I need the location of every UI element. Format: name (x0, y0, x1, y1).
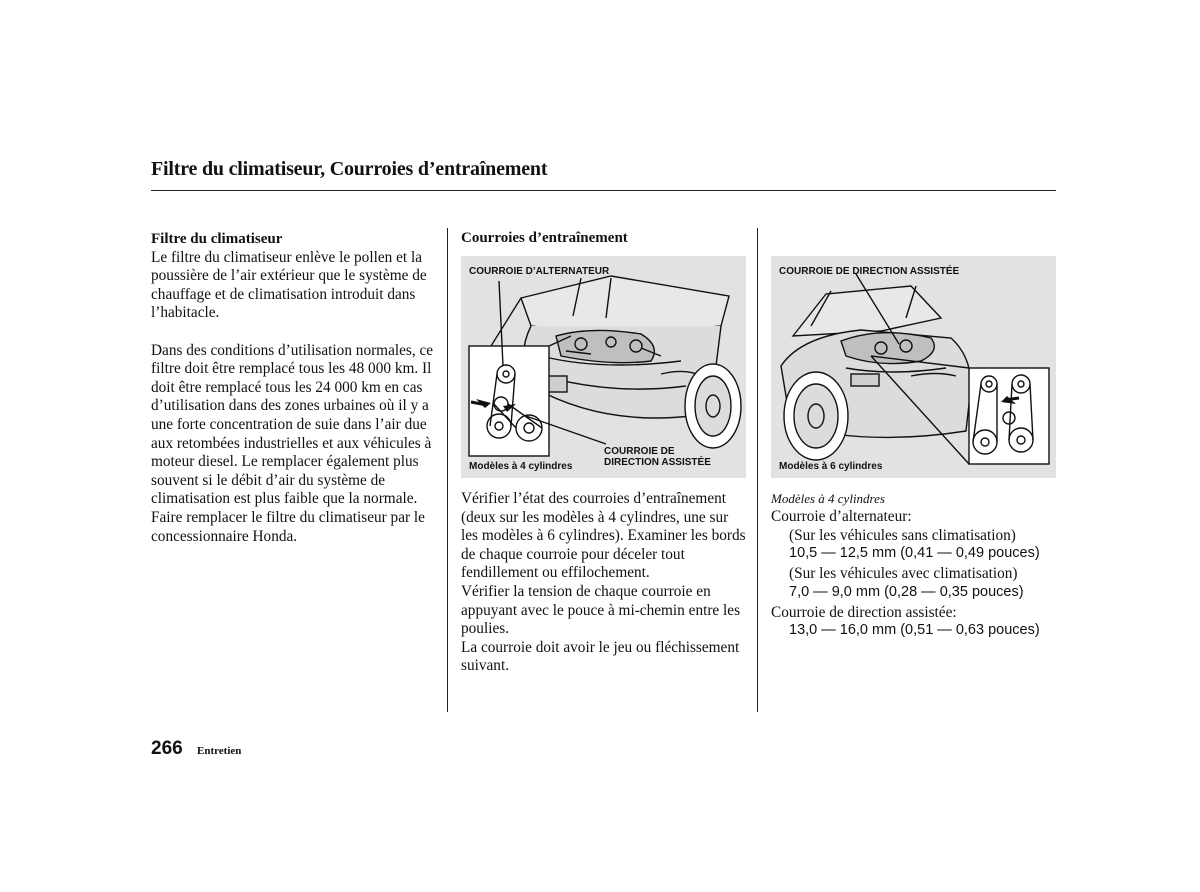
power-steering-belt-label-2: DIRECTION ASSISTÉE (604, 457, 711, 468)
page-number: 266 (151, 738, 183, 759)
figure-caption-6cyl: Modèles à 6 cylindres (779, 461, 883, 472)
belt-deflection-specs (771, 490, 1056, 639)
power-steering-spec-label: Courroie de direction assistée: (771, 603, 957, 621)
model-label: Modèles à 4 cylindres (771, 491, 885, 506)
title-rule (151, 190, 1056, 191)
middle-paragraph-1: Vérifier l’état des courroies d’entraînement (deux sur les modèles à 4 cylindres, une sur les modèles à 6 cylindres). Examiner les bords de chaque courroie pour déceler tout fendillement ou effilochement. (461, 490, 746, 582)
middle-column-text (461, 490, 746, 676)
page-title: Filtre du climatiseur, Courroies d’entraînement (151, 158, 548, 180)
with-ac-condition: (Sur les véhicules avec climatisation) (789, 565, 1018, 583)
section-name: Entretien (197, 745, 242, 757)
left-paragraph-2: Dans des conditions d’utilisation normales, ce filtre doit être remplacé tous les 48 000 km. Il doit être remplacé tous les 24 000 km en cas d’utilisation dans des zones urbaines où il y a une forte concentration de suie dans l’air due aux retombées industrielles et aux véhicules à moteur diesel. Le remplacer également plus souvent si le débit d’air du système de climatisation est plus faible que la normale. Faire remplacer le filtre du climatiseur par le concessionnaire Honda. (151, 341, 434, 545)
no-ac-condition: (Sur les véhicules sans climatisation) (789, 526, 1016, 544)
column-divider-right (757, 228, 758, 712)
power-steering-belt-label-1: COURROIE DE (604, 446, 675, 457)
power-steering-value: 13,0 — 16,0 mm (0,51 — 0,63 pouces) (789, 622, 1040, 639)
middle-paragraph-2: Vérifier la tension de chaque courroie en appuyant avec le pouce à mi-chemin entre les poulies. (461, 582, 741, 638)
power-steering-belt-label-6cyl: COURROIE DE DIRECTION ASSISTÉE (779, 266, 960, 277)
alternator-belt-label: COURROIE D’ALTERNATEUR (469, 266, 610, 277)
engine-bay-illustration-4cyl (461, 256, 746, 478)
engine-bay-illustration-6cyl (771, 256, 1056, 478)
left-paragraph-1: Le filtre du climatiseur enlève le pollen et la poussière de l’air extérieur que le système de chauffage et de climatisation introduit dans l’habitacle. (151, 248, 427, 322)
alternator-belt-spec-label: Courroie d’alternateur: (771, 508, 912, 525)
belt-diagram-4-cylinder (461, 256, 746, 478)
column-divider-left (447, 228, 448, 712)
figure-caption-4cyl: Modèles à 4 cylindres (469, 461, 573, 472)
left-column (151, 230, 441, 546)
belt-diagram-6-cylinder (771, 256, 1056, 478)
middle-heading: Courroies d’entraînement (461, 230, 628, 246)
no-ac-value: 10,5 — 12,5 mm (0,41 — 0,49 pouces) (789, 545, 1040, 562)
left-heading: Filtre du climatiseur (151, 231, 283, 247)
middle-paragraph-3: La courroie doit avoir le jeu ou fléchissement suivant. (461, 638, 740, 675)
with-ac-value: 7,0 — 9,0 mm (0,28 — 0,35 pouces) (789, 583, 1024, 600)
